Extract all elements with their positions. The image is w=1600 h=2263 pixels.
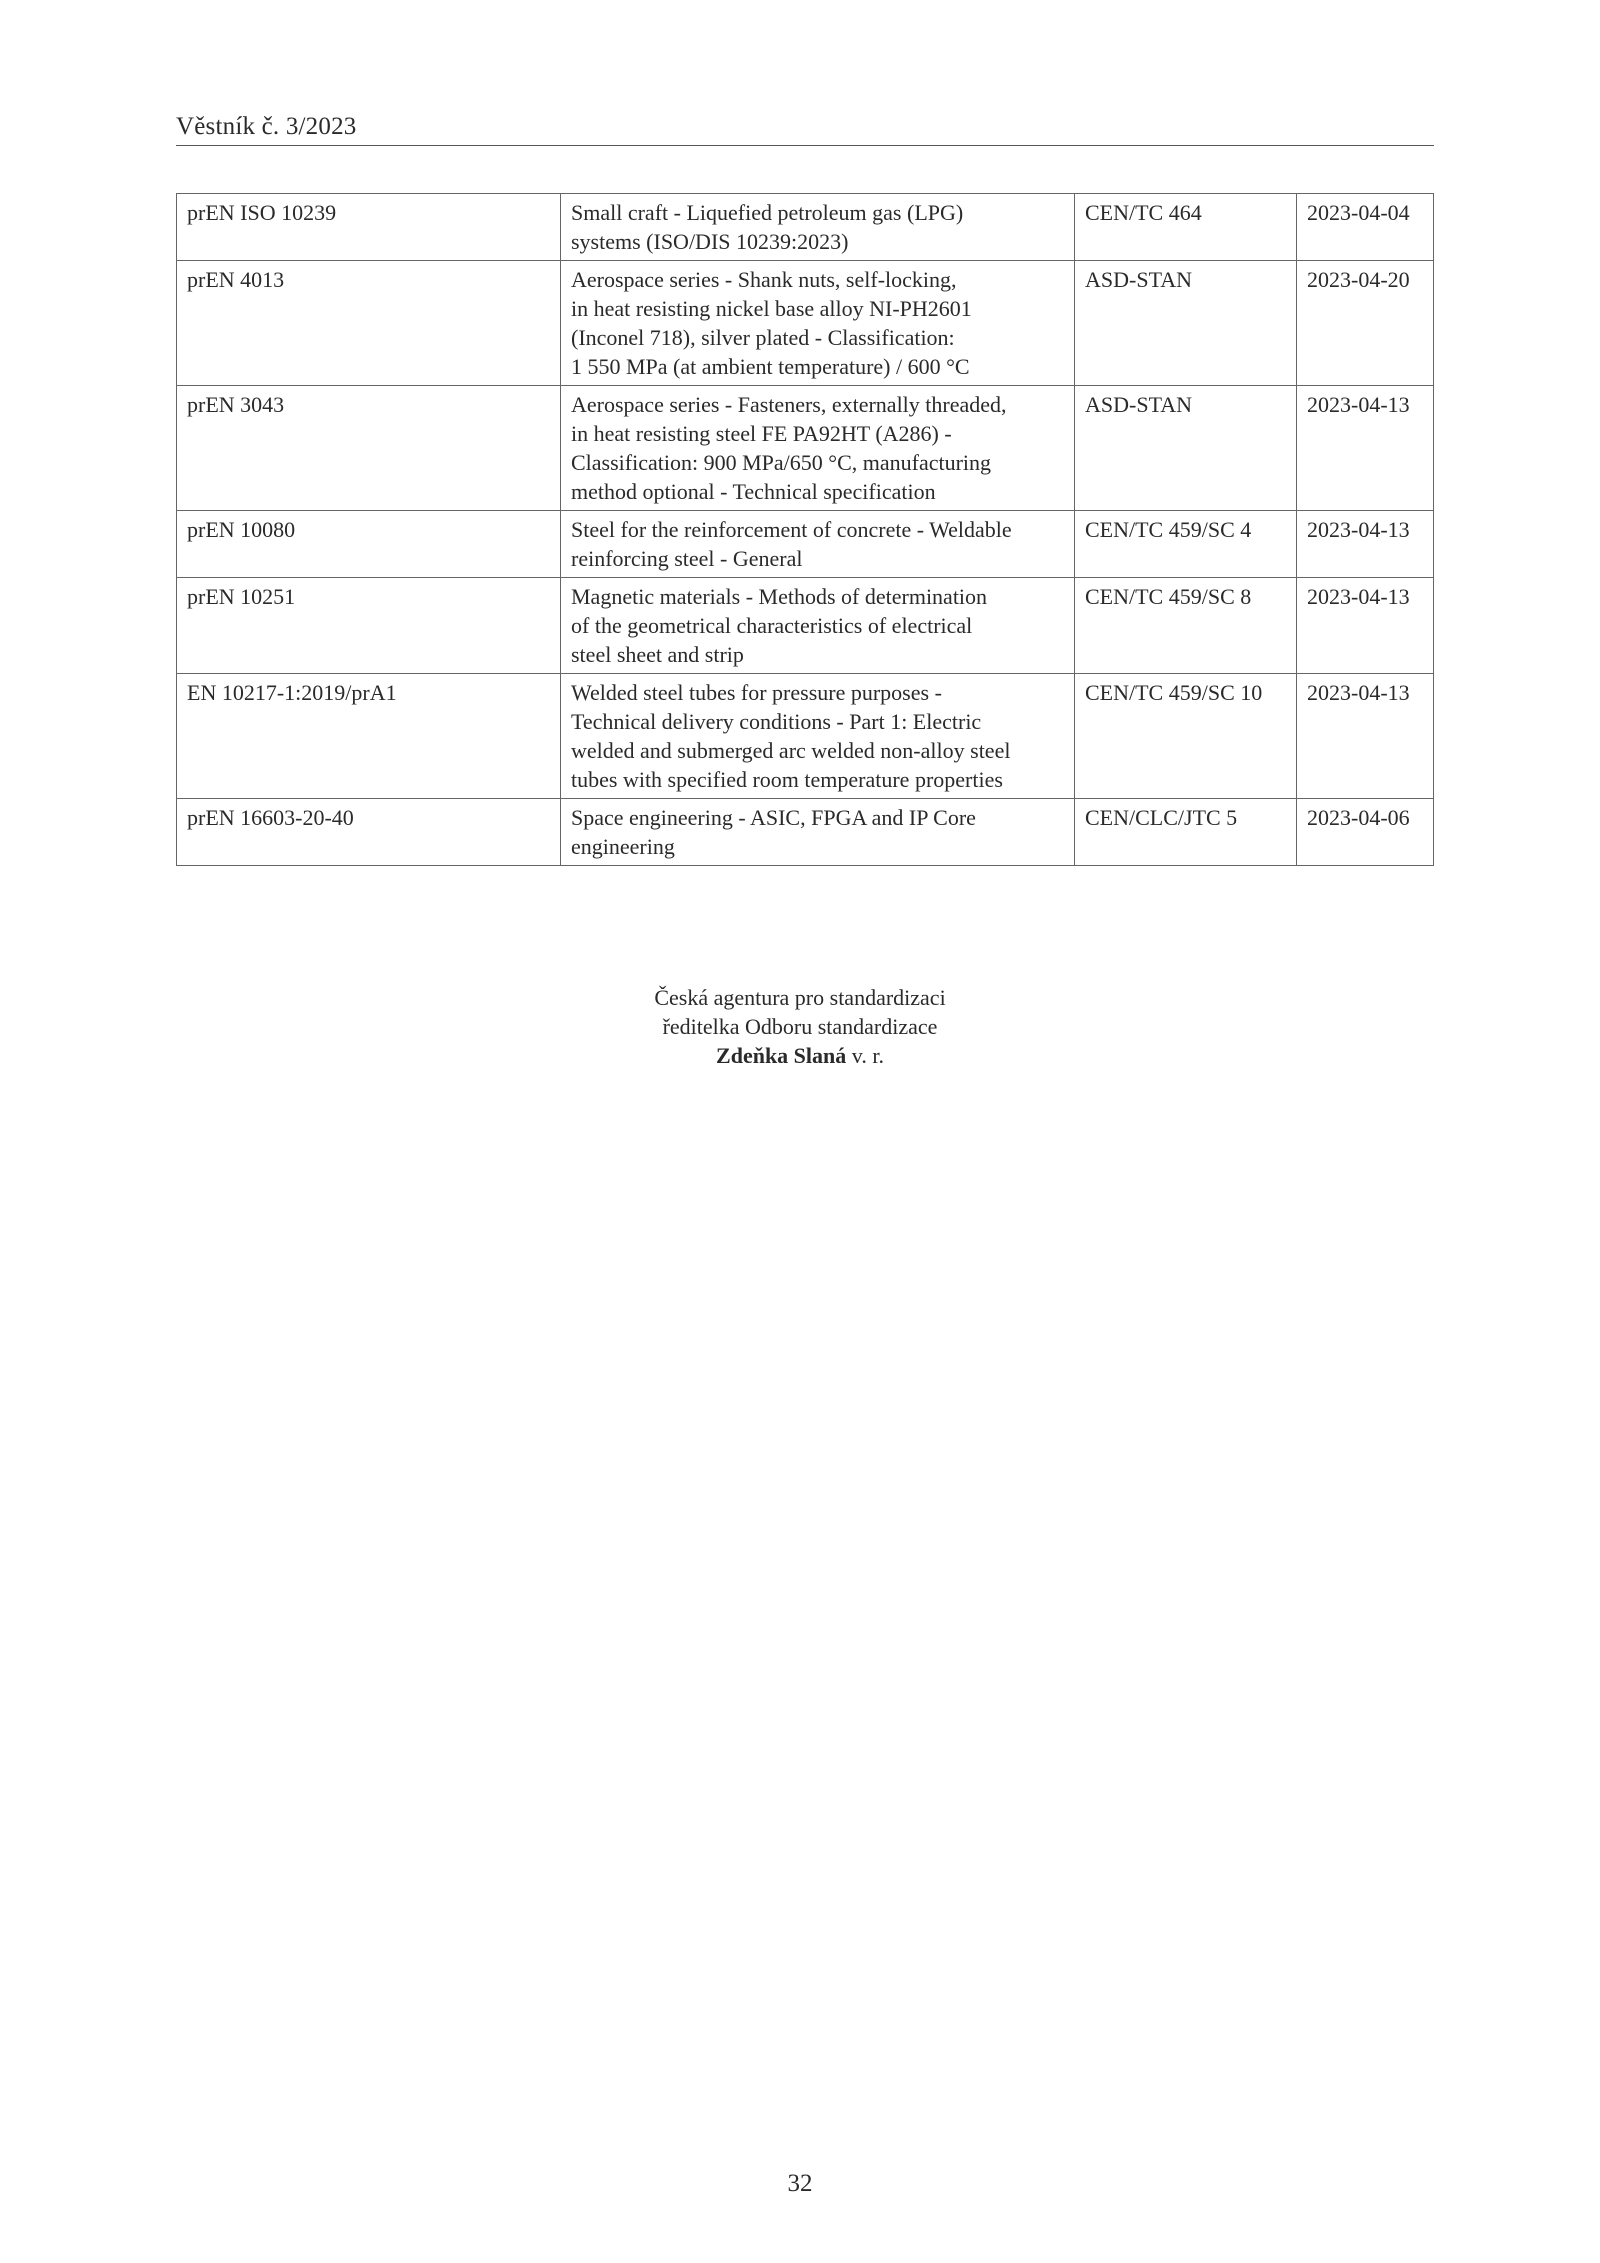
comment-deadline: 2023-04-20: [1297, 261, 1434, 386]
standard-code: prEN 4013: [177, 261, 561, 386]
table-row: [177, 578, 1434, 674]
standard-title-line: Aerospace series - Fasteners, externally threaded,: [571, 392, 1007, 417]
standard-code: prEN ISO 10239: [177, 194, 561, 261]
standard-title-line: steel sheet and strip: [571, 642, 744, 667]
standard-title-line: method optional - Technical specification: [571, 479, 936, 504]
comment-deadline: 2023-04-13: [1297, 578, 1434, 674]
technical-committee: CEN/TC 459/SC 4: [1075, 511, 1297, 578]
standard-title-line: Classification: 900 MPa/650 °C, manufacturing: [571, 450, 992, 475]
standard-title-line: Aerospace series - Shank nuts, self-locking,: [571, 267, 957, 292]
standard-title-line: Small craft - Liquefied petroleum gas (LPG): [571, 200, 964, 225]
standard-title-line: (Inconel 718), silver plated - Classification:: [571, 325, 955, 350]
table-row: [177, 194, 1434, 261]
standard-title: [561, 386, 1075, 511]
standard-title-line: Steel for the reinforcement of concrete - Weldable: [571, 517, 1012, 542]
standard-code: prEN 10251: [177, 578, 561, 674]
table-row: [177, 799, 1434, 866]
signature-organization: Česká agentura pro standardizaci: [654, 985, 946, 1010]
standard-title: [561, 674, 1075, 799]
comment-deadline: 2023-04-13: [1297, 511, 1434, 578]
standard-title-line: systems (ISO/DIS 10239:2023): [571, 229, 849, 254]
signature-suffix: v. r.: [851, 1043, 884, 1068]
table-row: [177, 386, 1434, 511]
page-header-title: Věstník č. 3/2023: [176, 113, 357, 140]
technical-committee: CEN/TC 459/SC 8: [1075, 578, 1297, 674]
standard-title-line: 1 550 MPa (at ambient temperature) / 600 °C: [571, 354, 970, 379]
standard-code: EN 10217-1:2019/prA1: [177, 674, 561, 799]
standard-title-line: Magnetic materials - Methods of determination: [571, 584, 988, 609]
standard-title-line: tubes with specified room temperature properties: [571, 767, 1003, 792]
technical-committee: ASD-STAN: [1075, 386, 1297, 511]
comment-deadline: 2023-04-06: [1297, 799, 1434, 866]
signature-block: [0, 983, 1600, 1070]
table-row: [177, 511, 1434, 578]
standard-code: prEN 16603-20-40: [177, 799, 561, 866]
technical-committee: CEN/TC 459/SC 10: [1075, 674, 1297, 799]
technical-committee: ASD-STAN: [1075, 261, 1297, 386]
standard-title: [561, 799, 1075, 866]
technical-committee: CEN/TC 464: [1075, 194, 1297, 261]
signature-position: ředitelka Odboru standardizace: [662, 1014, 938, 1039]
comment-deadline: 2023-04-13: [1297, 386, 1434, 511]
standards-table: [176, 193, 1434, 866]
table-row: [177, 261, 1434, 386]
standard-code: prEN 10080: [177, 511, 561, 578]
standard-title: [561, 511, 1075, 578]
standard-code: prEN 3043: [177, 386, 561, 511]
standard-title-line: of the geometrical characteristics of electrical: [571, 613, 973, 638]
comment-deadline: 2023-04-13: [1297, 674, 1434, 799]
standard-title-line: engineering: [571, 834, 675, 859]
standard-title-line: reinforcing steel - General: [571, 546, 803, 571]
comment-deadline: 2023-04-04: [1297, 194, 1434, 261]
technical-committee: CEN/CLC/JTC 5: [1075, 799, 1297, 866]
standard-title-line: welded and submerged arc welded non-alloy steel: [571, 738, 1011, 763]
standard-title: [561, 194, 1075, 261]
standard-title: [561, 261, 1075, 386]
standard-title-line: Welded steel tubes for pressure purposes -: [571, 680, 942, 705]
standard-title-line: Technical delivery conditions - Part 1: Electric: [571, 709, 982, 734]
signature-name-line: [0, 1041, 1600, 1070]
standard-title: [561, 578, 1075, 674]
signature-name: Zdeňka Slaná: [716, 1043, 847, 1068]
standard-title-line: in heat resisting nickel base alloy NI-PH2601: [571, 296, 972, 321]
page-number: 32: [787, 2170, 813, 2197]
standard-title-line: Space engineering - ASIC, FPGA and IP Core: [571, 805, 976, 830]
standard-title-line: in heat resisting steel FE PA92HT (A286) -: [571, 421, 952, 446]
table-row: [177, 674, 1434, 799]
header-divider: [176, 145, 1434, 146]
